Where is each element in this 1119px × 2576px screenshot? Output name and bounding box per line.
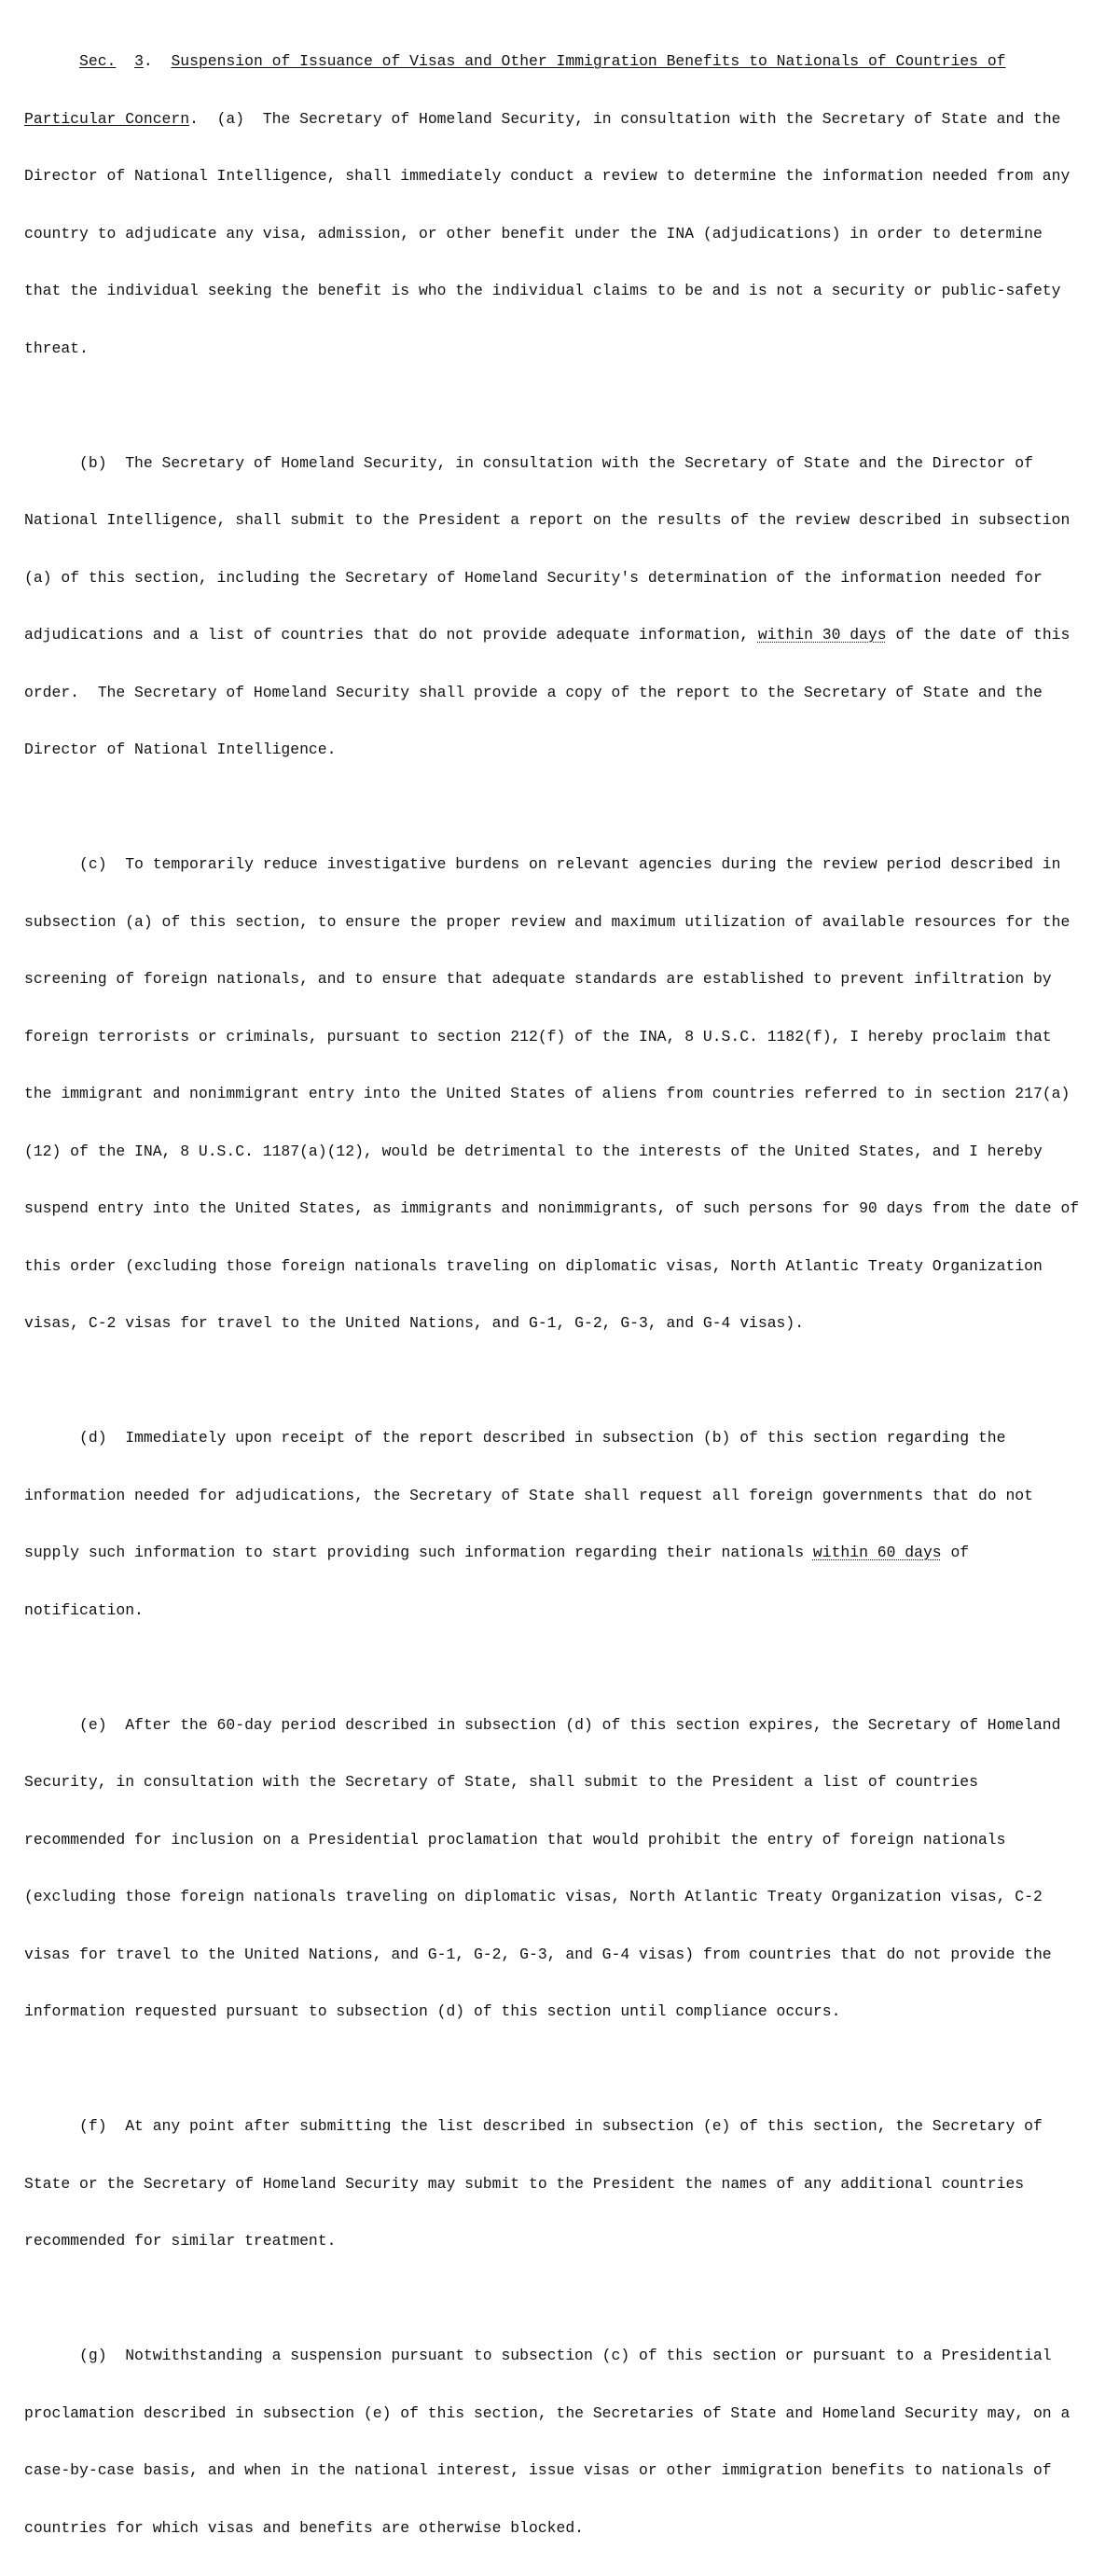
subsection-c-line: (c) To temporarily reduce investigative burdens on relevant agencies during the review period described in: [24, 855, 1061, 873]
section-title-part2: Particular Concern: [24, 109, 190, 128]
subsection-b-line-with-deadline: [24, 626, 1100, 645]
subsection-e-line: visas for travel to the United Nations, and G-1, G-2, G-3, and G-4 visas) from countries that do not provide the: [24, 1945, 1052, 1963]
subsection-c-line: the immigrant and nonimmigrant entry into the United States of aliens from countries referred to in section 217(a): [24, 1085, 1071, 1102]
paragraph-b: [24, 416, 1100, 798]
subsection-b-line4-post: of the date of this: [886, 626, 1071, 644]
subsection-b-line4-pre: adjudications and a list of countries that do not provide adequate information,: [24, 626, 758, 644]
subsection-a-line1: The Secretary of Homeland Security, in consultation with the Secretary of State and the: [262, 109, 1061, 128]
subsection-g-line: countries for which visas and benefits are otherwise blocked.: [24, 2518, 584, 2537]
subsection-a-line: that the individual seeking the benefit is who the individual claims to be and is not a security or public-safety: [24, 282, 1061, 299]
subsection-d-line: (d) Immediately upon receipt of the report described in subsection (b) of this section regarding the: [24, 1429, 1006, 1447]
subsection-c-line: suspend entry into the United States, as immigrants and nonimmigrants, of such persons for 90 days from the date of: [24, 1199, 1080, 1217]
paragraph-c: [24, 817, 1100, 1372]
paragraph-a: [24, 14, 1100, 396]
subsection-a-line: country to adjudicate any visa, admission, or other benefit under the INA (adjudications) in order to determine: [24, 224, 1043, 242]
section-heading-line: Sec. 3. Suspension of Issuance of Visas and Other Immigration Benefits to Nationals of Countries of: [79, 52, 1006, 70]
section-title-part1: Suspension of Issuance of Visas and Other Immigration Benefits to Nationals of Countries of: [171, 52, 1006, 70]
section-label: Sec.: [79, 52, 117, 70]
subsection-e-line: recommended for inclusion on a Presidential proclamation that would prohibit the entry of foreign nationals: [24, 1830, 1006, 1849]
subsection-c-line: screening of foreign nationals, and to ensure that adequate standards are established to prevent infiltration by: [24, 970, 1052, 988]
subsection-e-line: (excluding those foreign nationals traveling on diplomatic visas, North Atlantic Treaty Organization visas, C-2: [24, 1888, 1043, 1905]
subsection-f-line: recommended for similar treatment.: [24, 2232, 337, 2250]
paragraph-f: [24, 2079, 1100, 2290]
subsection-e-line: information requested pursuant to subsection (d) of this section until compliance occurs.: [24, 2002, 841, 2020]
section-title-line2: Particular Concern. (a) The Secretary of Homeland Security, in consultation with the Secretary of State and the: [24, 109, 1061, 128]
subsection-a-line: Director of National Intelligence, shall immediately conduct a review to determine the information needed from any: [24, 167, 1071, 185]
paragraph-e: [24, 1678, 1100, 2060]
subsection-d-line3-post: of: [941, 1544, 970, 1561]
subsection-c-line: this order (excluding those foreign nationals traveling on diplomatic visas, North Atlantic Treaty Organization: [24, 1256, 1043, 1275]
subsection-a-line: threat.: [24, 339, 89, 357]
subsection-d-line: information needed for adjudications, the Secretary of State shall request all foreign governments that do not: [24, 1486, 1033, 1504]
deadline-60-days-link[interactable]: within 60 days: [812, 1544, 942, 1561]
paragraph-d: [24, 1391, 1100, 1658]
subsection-d-line: notification.: [24, 1600, 144, 1619]
subsection-b-line: order. The Secretary of Homeland Security shall provide a copy of the report to the Secretary of State and the: [24, 683, 1043, 701]
subsection-a-marker: (a): [216, 109, 245, 128]
subsection-b-line: National Intelligence, shall submit to the President a report on the results of the review described in subsection: [24, 511, 1071, 529]
subsection-e-line: (e) After the 60-day period described in subsection (d) of this section expires, the Secretary of Homeland: [24, 1715, 1061, 1734]
subsection-d-line3-pre: supply such information to start providing such information regarding their nationals: [24, 1544, 813, 1561]
deadline-30-days-link[interactable]: within 30 days: [757, 626, 887, 644]
subsection-e-line: Security, in consultation with the Secretary of State, shall submit to the President a list of countries: [24, 1773, 978, 1791]
subsection-c-line: subsection (a) of this section, to ensure the proper review and maximum utilization of available resources for the: [24, 912, 1071, 931]
subsection-c-line: (12) of the INA, 8 U.S.C. 1187(a)(12), would be detrimental to the interests of the United States, and I hereby: [24, 1142, 1043, 1160]
subsection-g-line: case-by-case basis, and when in the national interest, issue visas or other immigration benefits to nationals of: [24, 2461, 1052, 2479]
subsection-f-line: State or the Secretary of Homeland Security may submit to the President the names of any additional countries: [24, 2174, 1025, 2193]
subsection-b-line: Director of National Intelligence.: [24, 741, 337, 758]
subsection-c-line: visas, C-2 visas for travel to the United Nations, and G-1, G-2, G-3, and G-4 visas).: [24, 1314, 805, 1332]
subsection-b-line: (b) The Secretary of Homeland Security, in consultation with the Secretary of State and the Director of: [24, 453, 1033, 472]
subsection-g-line: (g) Notwithstanding a suspension pursuant to subsection (c) of this section or pursuant to a Presidential: [24, 2347, 1052, 2364]
subsection-c-line: foreign terrorists or criminals, pursuant to section 212(f) of the INA, 8 U.S.C. 1182(f), I hereby proclaim that: [24, 1027, 1052, 1046]
paragraph-g: [24, 2308, 1100, 2576]
section-number: 3: [134, 52, 144, 70]
subsection-d-line-with-deadline: [24, 1544, 1100, 1563]
subsection-g-line: proclamation described in subsection (e) of this section, the Secretaries of State and Homeland Security may, on a: [24, 2403, 1071, 2422]
subsection-f-line: (f) At any point after submitting the list described in subsection (e) of this section, the Secretary of: [24, 2117, 1043, 2135]
subsection-b-line: (a) of this section, including the Secretary of Homeland Security's determination of the information needed for: [24, 568, 1043, 587]
